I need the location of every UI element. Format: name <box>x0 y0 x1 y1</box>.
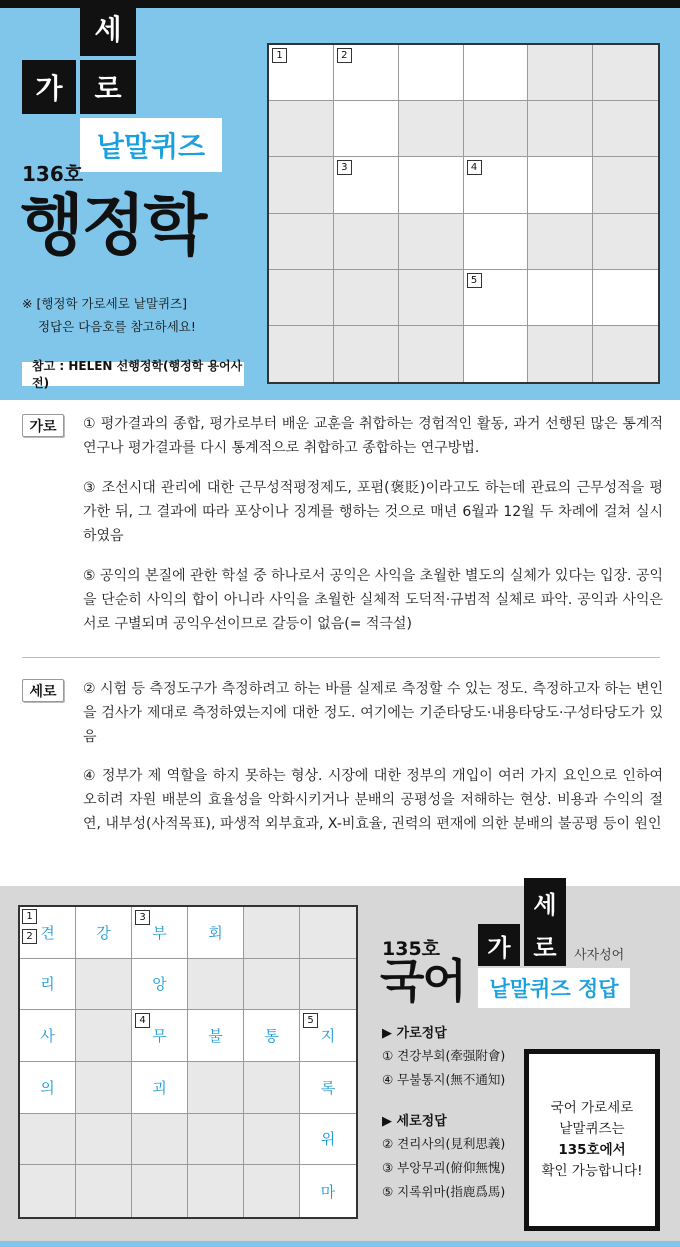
grid-cell[interactable] <box>593 270 658 326</box>
answer-cell <box>300 1010 356 1062</box>
blank-cell <box>132 1165 188 1217</box>
blank-cell <box>334 214 399 270</box>
across-answers-heading: ▶ 가로정답 <box>382 1026 447 1041</box>
down-answer: ③ 부앙무괴(俯仰無愧) <box>382 1160 506 1175</box>
down-answers-heading: ▶ 세로정답 <box>382 1114 447 1129</box>
blank-cell <box>269 270 334 326</box>
answer-cell <box>132 907 188 959</box>
down-tag: 세로 <box>22 679 64 702</box>
blank-cell <box>244 1062 300 1114</box>
blank-cell <box>76 959 132 1011</box>
page-title: 행정학 <box>20 187 206 264</box>
answer-cell <box>132 959 188 1011</box>
answer-cell <box>132 1010 188 1062</box>
answer-letter: 마 <box>320 1182 336 1201</box>
clue-number: 2 <box>22 929 37 944</box>
across-clue-3: ③ 조선시대 관리에 대한 근무성적평정제도, 포폄(褒貶)이라고도 하는데 관료의 근무성적을 평가한 뒤, 그 결과에 따라 포상이나 징계를 행하는 것으로 매년 6월과 12월 두 차례에 걸쳐 실시하였음 <box>83 480 663 544</box>
clue-number: 5 <box>467 273 482 288</box>
answer-letter: 리 <box>40 975 55 994</box>
blank-cell <box>399 101 464 157</box>
blank-cell <box>20 1165 76 1217</box>
blank-cell <box>269 326 334 382</box>
notice-line-3: 135호에서 <box>558 1142 626 1158</box>
blank-cell <box>269 101 334 157</box>
crossword-grid <box>267 43 660 384</box>
reference-box: 참고 : HELEN 선행정학(행정학 용어사전) <box>22 362 244 386</box>
blank-cell <box>188 959 244 1011</box>
clue-number: 1 <box>272 48 287 63</box>
blank-cell <box>528 101 593 157</box>
grid-cell[interactable] <box>399 157 464 213</box>
answer-letter: 지 <box>320 1027 336 1046</box>
grid-cell[interactable] <box>334 101 399 157</box>
blank-cell <box>76 1165 132 1217</box>
clue-number: 4 <box>467 160 482 175</box>
clue-number: 3 <box>337 160 352 175</box>
previous-title: 국어 <box>380 954 465 1008</box>
blank-cell <box>593 101 658 157</box>
blank-cell <box>244 907 300 959</box>
answer-cell <box>20 1062 76 1114</box>
answer-cell <box>132 1062 188 1114</box>
blank-cell <box>593 326 658 382</box>
down-answer: ⑤ 지록위마(指鹿爲馬) <box>382 1184 506 1199</box>
issue-number: 136호 <box>22 162 84 186</box>
answer-letter: 불 <box>208 1027 223 1046</box>
grid-cell[interactable] <box>528 270 593 326</box>
answer-grid <box>18 905 358 1219</box>
grid-cell[interactable] <box>269 45 334 101</box>
blank-cell <box>593 157 658 213</box>
divider <box>22 657 660 658</box>
notice-box <box>524 1049 660 1231</box>
blank-cell <box>244 959 300 1011</box>
blank-cell <box>20 1114 76 1166</box>
answer-cell <box>300 1165 356 1217</box>
answer-letter: 사 <box>40 1027 55 1046</box>
grid-cell[interactable] <box>334 157 399 213</box>
answer-cell <box>20 907 76 959</box>
grid-cell[interactable] <box>464 157 529 213</box>
quiz-badge: 낱말퀴즈 <box>80 118 222 172</box>
answer-cell <box>188 907 244 959</box>
blank-cell <box>188 1062 244 1114</box>
tile-ga: 가 <box>22 60 76 114</box>
answer-cell <box>188 1010 244 1062</box>
across-answer: ① 견강부회(牽强附會) <box>382 1048 506 1063</box>
answer-cell <box>244 1010 300 1062</box>
blank-cell <box>300 907 356 959</box>
answer-letter: 의 <box>40 1078 55 1097</box>
answer-letter: 회 <box>208 923 223 942</box>
answer-letter: 무 <box>152 1027 167 1046</box>
answer-letter: 강 <box>96 923 111 942</box>
blank-cell <box>269 157 334 213</box>
category-label: 사자성어 <box>574 948 625 963</box>
blank-cell <box>76 1114 132 1166</box>
answer-letter: 위 <box>320 1130 336 1149</box>
blank-cell <box>399 326 464 382</box>
tile-ro: 로 <box>80 60 136 114</box>
across-answer: ④ 무불통지(無不通知) <box>382 1072 506 1087</box>
grid-cell[interactable] <box>334 45 399 101</box>
clue-number: 4 <box>135 1013 150 1028</box>
clue-number: 3 <box>135 910 150 925</box>
notice-line-2: 낱말퀴즈는 <box>559 1121 625 1137</box>
across-clue-5: ⑤ 공익의 본질에 관한 학설 중 하나로서 공익은 사익을 초월한 별도의 실체가 있다는 입장. 공익을 단순히 사익의 합이 아니라 사익을 초월한 실체적 도덕적·규범적 실체로 파악. 공익과 사익은 서로 구별되며 공익우선이므로 갈등이 없음(= 적극설) <box>83 568 663 632</box>
bottom-bar <box>0 1241 680 1247</box>
blank-cell <box>399 214 464 270</box>
grid-cell[interactable] <box>464 45 529 101</box>
grid-cell[interactable] <box>464 270 529 326</box>
answer-cell <box>20 1010 76 1062</box>
previous-issue-number: 135호 <box>382 938 441 960</box>
tile-ro: 로 <box>524 924 566 966</box>
grid-cell[interactable] <box>399 45 464 101</box>
answer-letter: 통 <box>264 1027 279 1046</box>
answer-letter: 록 <box>320 1078 336 1097</box>
tile-se: 세 <box>524 878 566 926</box>
note-line-1: ※ [행정학 가로세로 낱말퀴즈] <box>22 296 187 311</box>
blank-cell <box>244 1114 300 1166</box>
clue-number: 5 <box>303 1013 318 1028</box>
down-answer: ② 견리사의(見利思義) <box>382 1136 506 1151</box>
blank-cell <box>76 1062 132 1114</box>
answer-letter: 부 <box>152 923 167 942</box>
answer-cell <box>20 959 76 1011</box>
answer-cell <box>76 907 132 959</box>
answer-letter: 괴 <box>152 1078 167 1097</box>
blank-cell <box>300 959 356 1011</box>
note-line-2: 정답은 다음호를 참고하세요! <box>38 319 196 334</box>
blank-cell <box>528 45 593 101</box>
blank-cell <box>593 214 658 270</box>
grid-cell[interactable] <box>464 214 529 270</box>
across-clue-1: ① 평가결과의 종합, 평가로부터 배운 교훈을 취합하는 경험적인 활동, 과거 선행된 많은 통계적 연구나 평가결과를 다시 통계적으로 취합하고 종합하는 연구방법. <box>83 416 663 456</box>
answer-badge: 낱말퀴즈 정답 <box>478 968 630 1008</box>
tile-se: 세 <box>80 0 136 56</box>
blank-cell <box>188 1114 244 1166</box>
answer-note <box>22 292 196 338</box>
answer-letter: 견 <box>40 923 55 942</box>
answer-cell <box>300 1114 356 1166</box>
blank-cell <box>269 214 334 270</box>
blank-cell <box>76 1010 132 1062</box>
current-quiz-panel <box>0 8 680 400</box>
clue-number: 2 <box>337 48 352 63</box>
answer-cell <box>300 1062 356 1114</box>
blank-cell <box>464 101 529 157</box>
down-clue-2: ② 시험 등 측정도구가 측정하려고 하는 바를 실제로 측정할 수 있는 정도. 측정하고자 하는 변인을 검사가 제대로 측정하였는지에 대한 정도. 여기에는 기준타당도·내용타당도·구성타당도가 있음 <box>83 681 663 745</box>
notice-line-4: 확인 가능합니다! <box>541 1163 643 1179</box>
blank-cell <box>528 214 593 270</box>
grid-cell[interactable] <box>528 157 593 213</box>
blank-cell <box>399 270 464 326</box>
blank-cell <box>593 45 658 101</box>
notice-line-1: 국어 가로세로 <box>550 1100 634 1116</box>
blank-cell <box>528 326 593 382</box>
blank-cell <box>334 326 399 382</box>
tile-ga: 가 <box>478 924 520 966</box>
blank-cell <box>244 1165 300 1217</box>
grid-cell[interactable] <box>464 326 529 382</box>
blank-cell <box>334 270 399 326</box>
blank-cell <box>132 1114 188 1166</box>
answer-letter: 앙 <box>152 975 167 994</box>
across-tag: 가로 <box>22 414 64 437</box>
clues-section <box>0 400 680 886</box>
down-clue-4: ④ 정부가 제 역할을 하지 못하는 형상. 시장에 대한 정부의 개입이 여러 가지 요인으로 인하여 오히려 자원 배분의 효율성을 악화시키거나 분배의 공평성을 저해하는 현상. 비용과 수익의 절연, 내부성(사적목표), 파생적 외부효과, X-비효율, 권력의 편재에 의한 분배의 불공평 등이 원인 <box>83 768 663 832</box>
blank-cell <box>188 1165 244 1217</box>
clue-number: 1 <box>22 909 37 924</box>
